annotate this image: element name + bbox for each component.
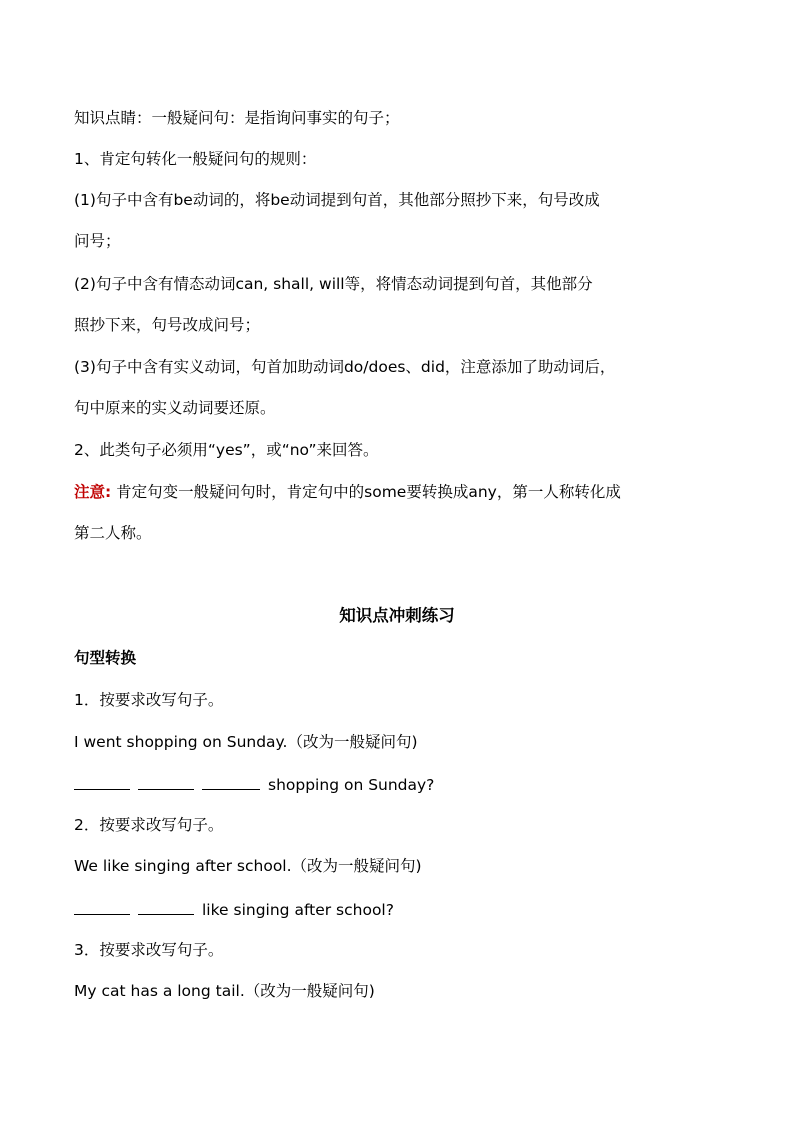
answer-blank[interactable] (202, 773, 260, 790)
answer-blank[interactable] (74, 773, 130, 790)
answer-suffix: like singing after school? (202, 901, 394, 919)
rule3-line2: 句中原来的实义动词要还原。 (74, 399, 276, 417)
note-line2: 第二人称。 (74, 524, 152, 542)
answer-blank[interactable] (138, 773, 194, 790)
question-1-label: 1．按要求改写句子。 (74, 691, 224, 709)
answer-blank[interactable] (74, 898, 130, 915)
question-3-sentence: My cat has a long tail.（改为一般疑问句) (74, 982, 375, 1000)
note-label: 注意: (74, 483, 112, 501)
answer-rule: 2、此类句子必须用“yes”，或“no”来回答。 (74, 441, 379, 459)
intro-text: 知识点睛：一般疑问句：是指询问事实的句子； (74, 109, 400, 127)
rule2-line1: (2)句子中含有情态动词can, shall, will等，将情态动词提到句首，其他部分 (74, 275, 593, 293)
question-1-sentence: I went shopping on Sunday.（改为一般疑问句) (74, 733, 418, 751)
practice-title: 知识点冲刺练习 (339, 606, 455, 625)
note-line1 (74, 482, 734, 502)
section-title: 句型转换 (74, 649, 137, 667)
rule2-line2: 照抄下来，句号改成问号； (74, 316, 261, 334)
rule-title: 1、肯定句转化一般疑问句的规则： (74, 150, 317, 168)
rule1-line1: (1)句子中含有be动词的，将be动词提到句首，其他部分照抄下来，句号改成 (74, 191, 600, 209)
question-3-label: 3．按要求改写句子。 (74, 941, 224, 959)
rule3-line1: (3)句子中含有实义动词，句首加助动词do/does、did，注意添加了助动词后， (74, 358, 616, 376)
rule1-line2: 问号； (74, 232, 121, 250)
answer-blank[interactable] (138, 898, 194, 915)
question-1-answer-line (74, 773, 734, 795)
question-2-label: 2．按要求改写句子。 (74, 816, 224, 834)
note-text: 肯定句变一般疑问句时，肯定句中的some要转换成any，第一人称转化成 (111, 483, 621, 501)
question-2-sentence: We like singing after school.（改为一般疑问句) (74, 857, 422, 875)
question-2-answer-line (74, 898, 734, 920)
answer-suffix: shopping on Sunday? (268, 776, 435, 794)
